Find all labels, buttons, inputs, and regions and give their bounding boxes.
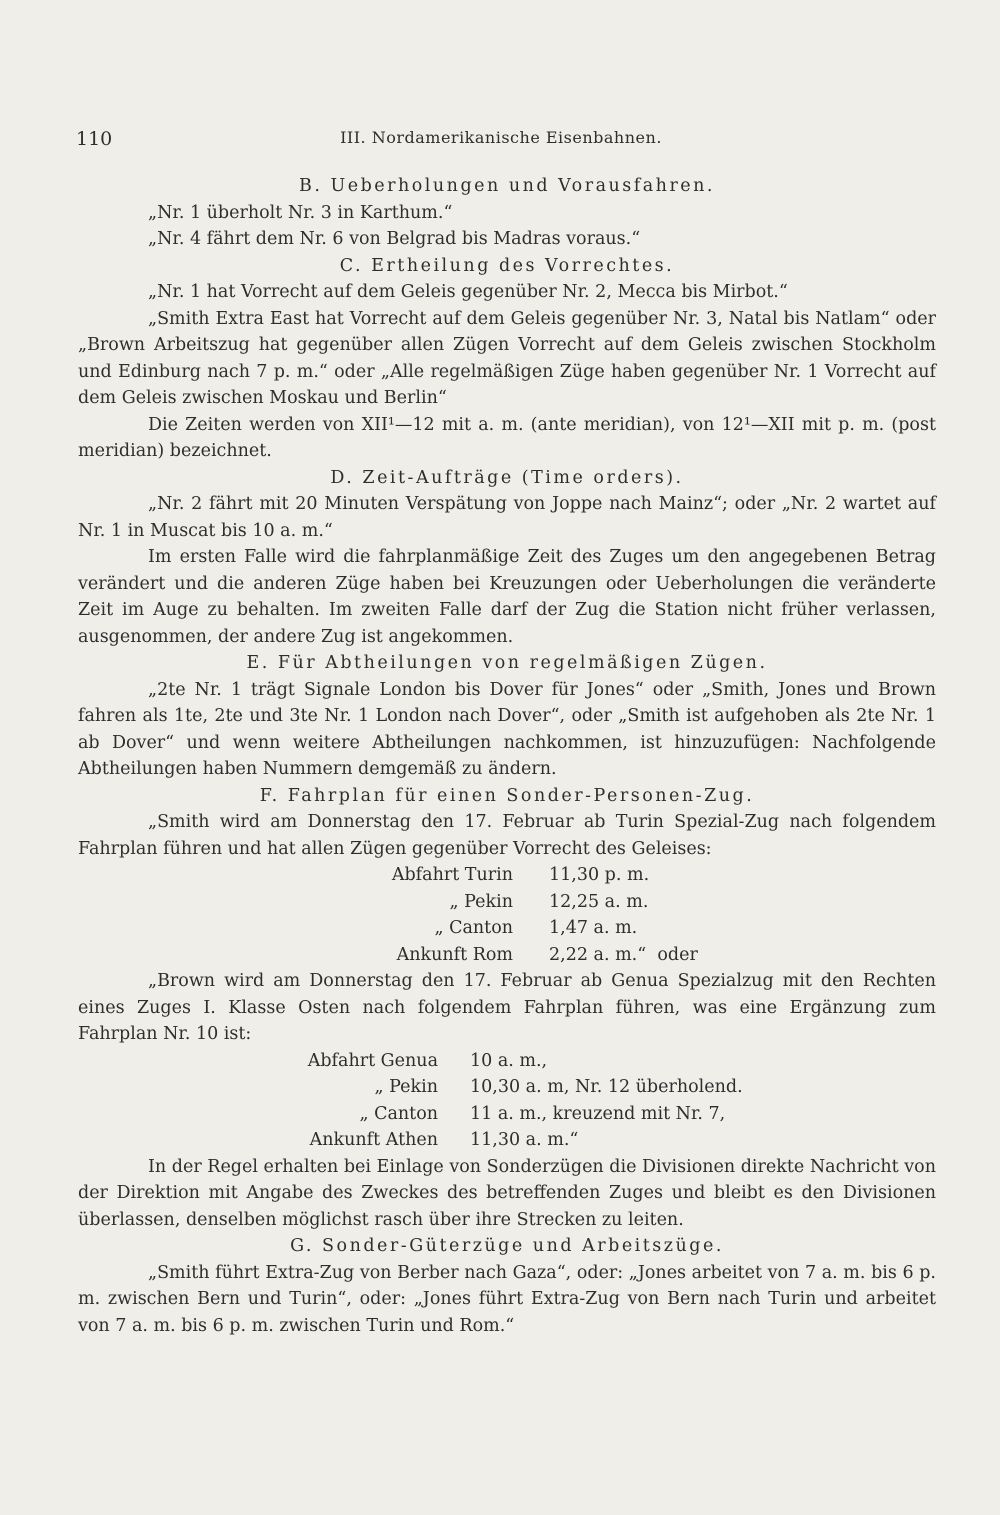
section-e-heading: E. Für Abtheilungen von regelmäßigen Zügen.	[246, 653, 768, 673]
section-b-heading: B. Ueberholungen und Vorausfahren.	[298, 176, 715, 196]
section-d-heading: D. Zeit-Aufträge (Time orders).	[330, 467, 684, 488]
station-label: „ Canton	[359, 1103, 438, 1124]
timetable-turin	[343, 862, 698, 968]
station-label: Abfahrt Genua	[307, 1050, 438, 1071]
paragraph: „Nr. 4 fährt dem Nr. 6 von Belgrad bis Madras voraus.“	[148, 229, 641, 249]
station-label: Ankunft Athen	[309, 1130, 438, 1150]
station-label: Abfahrt Turin	[391, 865, 513, 885]
time-value: 1,47 a. m.	[549, 918, 638, 938]
timetable-row	[343, 915, 698, 942]
paragraph: „Brown wird am Donnerstag den 17. Februar ab Genua Spezialzug mit den Rechten eines Zuges I. Klasse Osten nach folgendem Fahrplan führen, was eine Ergänzung zum Fahrplan Nr. 10 ist:	[78, 971, 936, 1044]
time-text: 2,22 a. m.“	[549, 944, 647, 965]
station-label: Ankunft Rom	[396, 944, 513, 965]
time-value: 10 a. m.,	[470, 1050, 548, 1071]
timetable-row	[343, 862, 698, 889]
timetable-row	[268, 1048, 743, 1075]
time-value: 11,30 a. m.“	[470, 1130, 579, 1150]
paragraph: „Nr. 1 hat Vorrecht auf dem Geleis gegenüber Nr. 2, Mecca bis Mirbot.“	[148, 282, 788, 302]
paragraph: „2te Nr. 1 trägt Signale London bis Dover für Jones“ oder „Smith, Jones und Brown fahren als 1te, 2te und 3te Nr. 1 London nach Dover“, oder „Smith ist aufgehoben als 2te Nr. 1 ab Dover“ und wenn weitere Abtheilungen nachkommen, ist hinzuzufügen: Nachfolgende Abtheilungen haben Nummern demgemäß zu ändern.	[78, 679, 936, 779]
paragraph: „Nr. 2 fährt mit 20 Minuten Verspätung von Joppe nach Mainz“; oder „Nr. 2 wartet auf Nr. 1 in Muscat bis 10 a. m.“	[78, 494, 936, 541]
timetable-genua	[268, 1048, 743, 1154]
time-value	[519, 942, 698, 969]
section-g-heading: G. Sonder-Güterzüge und Arbeitszüge.	[290, 1236, 724, 1256]
station-label: „ Pekin	[374, 1077, 438, 1097]
paragraph: Die Zeiten werden von XII¹—12 mit a. m. (ante meridian), von 12¹—XII mit p. m. (post meridian) bezeichnet.	[78, 414, 936, 461]
section-f-heading: F. Fahrplan für einen Sonder-Personen-Zug.	[259, 785, 755, 806]
oder-text: oder	[657, 944, 698, 965]
paragraph: Im ersten Falle wird die fahrplanmäßige Zeit des Zuges um den angegebenen Betrag verändert und die anderen Züge haben bei Kreuzungen oder Ueberholungen die veränderte Zeit im Auge zu behalten. Im zweiten Falle darf der Zug die Station nicht früher verlassen, ausgenommen, der andere Zug ist angekommen.	[78, 547, 936, 647]
paragraph: „Smith führt Extra-Zug von Berber nach Gaza“, oder: „Jones arbeitet von 7 a. m. bis 6 p. m. zwischen Bern und Turin“, oder: „Jones führt Extra-Zug von Bern nach Turin und arbeitet von 7 a. m. bis 6 p. m. zwischen Turin und Rom.“	[78, 1262, 936, 1336]
station-label: „ Pekin	[449, 891, 513, 912]
time-value: 10,30 a. m, Nr. 12 überholend.	[470, 1077, 743, 1097]
timetable-row	[268, 1101, 743, 1128]
running-title: III. Nordamerikanische Eisenbahnen.	[340, 128, 662, 147]
page-number: 110	[76, 128, 113, 150]
paragraph: „Nr. 1 überholt Nr. 3 in Karthum.“	[148, 202, 453, 223]
timetable-row	[268, 1074, 743, 1101]
timetable-row	[343, 942, 698, 969]
time-value: 11,30 p. m.	[549, 865, 650, 885]
station-label: „ Canton	[434, 918, 513, 938]
page-body	[78, 173, 936, 1339]
paragraph: „Smith wird am Donnerstag den 17. Februar ab Turin Spezial-Zug nach folgendem Fahrplan führen und hat allen Zügen gegenüber Vorrecht des Geleises:	[78, 812, 936, 859]
section-c-heading: C. Ertheilung des Vorrechtes.	[339, 255, 675, 276]
timetable-row	[268, 1127, 743, 1154]
paragraph: In der Regel erhalten bei Einlage von Sonderzügen die Divisionen direkte Nachricht von der Direktion mit Angabe des Zweckes des betreffenden Zuges und bleibt es den Divisionen überlassen, denselben möglichst rasch über ihre Strecken zu leiten.	[78, 1156, 936, 1230]
time-value: 12,25 a. m.	[549, 891, 649, 912]
timetable-row	[343, 889, 698, 916]
paragraph: „Smith Extra East hat Vorrecht auf dem Geleis gegenüber Nr. 3, Natal bis Natlam“ oder „Brown Arbeitszug hat gegenüber allen Zügen Vorrecht auf dem Geleis zwischen Stockholm und Edinburg nach 7 p. m.“ oder „Alle regelmäßigen Züge haben gegenüber Nr. 1 Vorrecht auf dem Geleis zwischen Moskau und Berlin“	[78, 308, 936, 408]
time-value: 11 a. m., kreuzend mit Nr. 7,	[470, 1103, 726, 1124]
